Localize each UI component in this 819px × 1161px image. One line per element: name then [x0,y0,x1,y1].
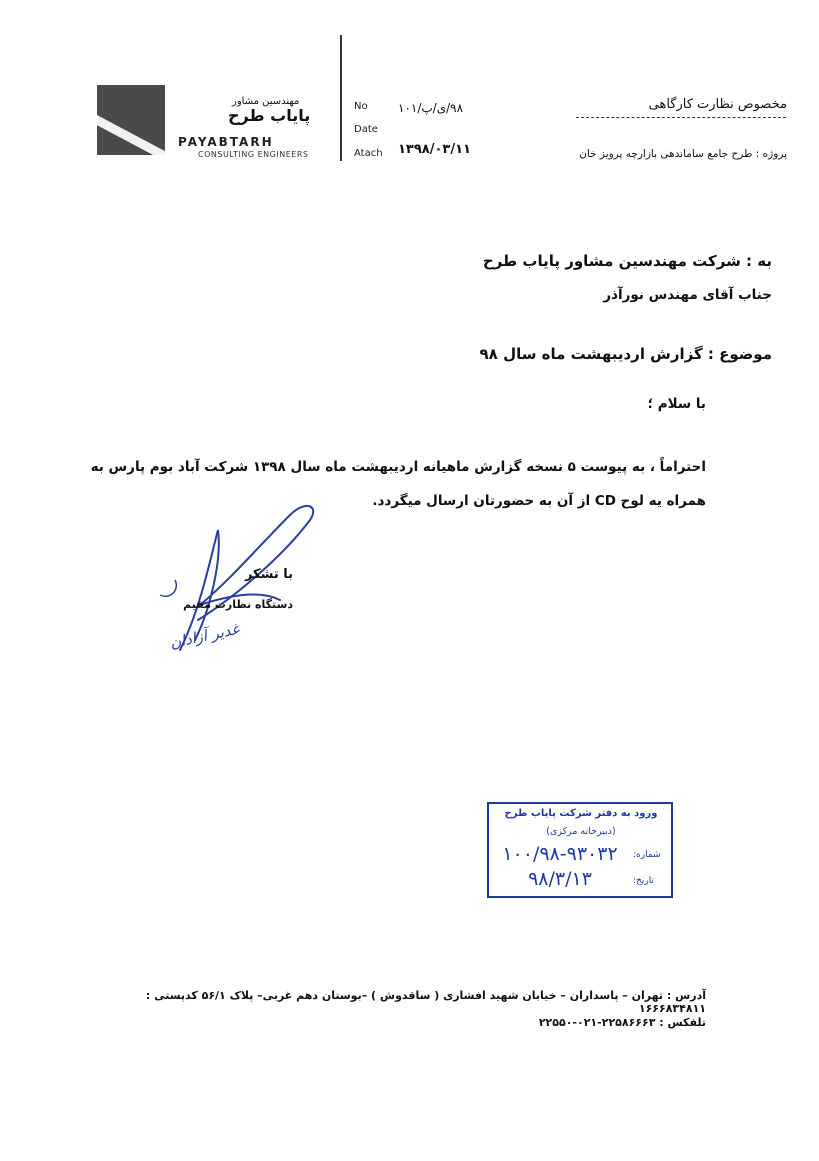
header-title-underline [576,117,786,118]
stamp-date-label: تاریخ: [633,876,654,886]
recipient: به : شرکت مهندسین مشاور پایاب طرح [482,252,772,270]
date-label: Date [354,124,378,135]
company-subtitle-en: CONSULTING ENGINEERS [198,150,309,159]
footer-address: آدرس : تهران – پاسداران – خیابان شهید افشاری ( ساقدوش ) –بوستان دهم غربی– پلاک ۵۶/۱ کدپستی : ۱۶۶۶۸۳۴۸۱۱ [145,989,706,1015]
closing: با تشکر [244,567,293,582]
letter-body: احتراماً ، به پیوست ۵ نسخه گزارش ماهیانه اردیبهشت ماه سال ۱۳۹۸ شرکت آباد بوم پارس به همراه یه لوح CD از آن به حضورتان ارسال میگردد. [90,459,706,509]
no-label: No [354,101,368,112]
stamp-number-label: شماره: [633,850,661,860]
signature-name: غدیر آزادان [168,619,241,653]
letter-number: ۹۸/ی/پ/۱۰۱ [398,101,464,115]
letter-date: ۱۳۹۸/۰۳/۱۱ [398,142,471,157]
greeting: با سلام ؛ [647,396,706,412]
company-name-fa: پایاب طرح [228,106,311,125]
company-logo-icon [97,85,165,155]
stamp-title: ورود به دفتر شرکت پایاب طرح [504,808,658,819]
header-title: مخصوص نظارت کارگاهی [648,97,787,112]
company-name-en: PAYABTARH [178,135,274,149]
stamp-date: ۹۸/۳/۱۳ [528,868,592,890]
subject-line: موضوع : گزارش اردیبهشت ماه سال ۹۸ [479,345,772,363]
header-divider [340,35,342,161]
attention-line: جناب آقای مهندس نورآذر [603,287,772,303]
company-name-small: مهندسین مشاور [232,96,300,107]
department: دستگاه نظارت مقیم [183,598,293,611]
project-line: پروژه : طرح جامع ساماندهی بازارچه پرویز خان [579,148,787,160]
stamp-number: ۱۰۰/۹۸-۹۳۰۳۲ [502,843,618,865]
attach-label: Atach [354,148,383,159]
footer-telfax: تلفکس : ۲۲۵۸۶۶۶۳-۰۲۱-۲۲۵۵۰ [538,1016,706,1029]
stamp-subtitle: (دبیرخانه مرکزی) [546,826,616,837]
